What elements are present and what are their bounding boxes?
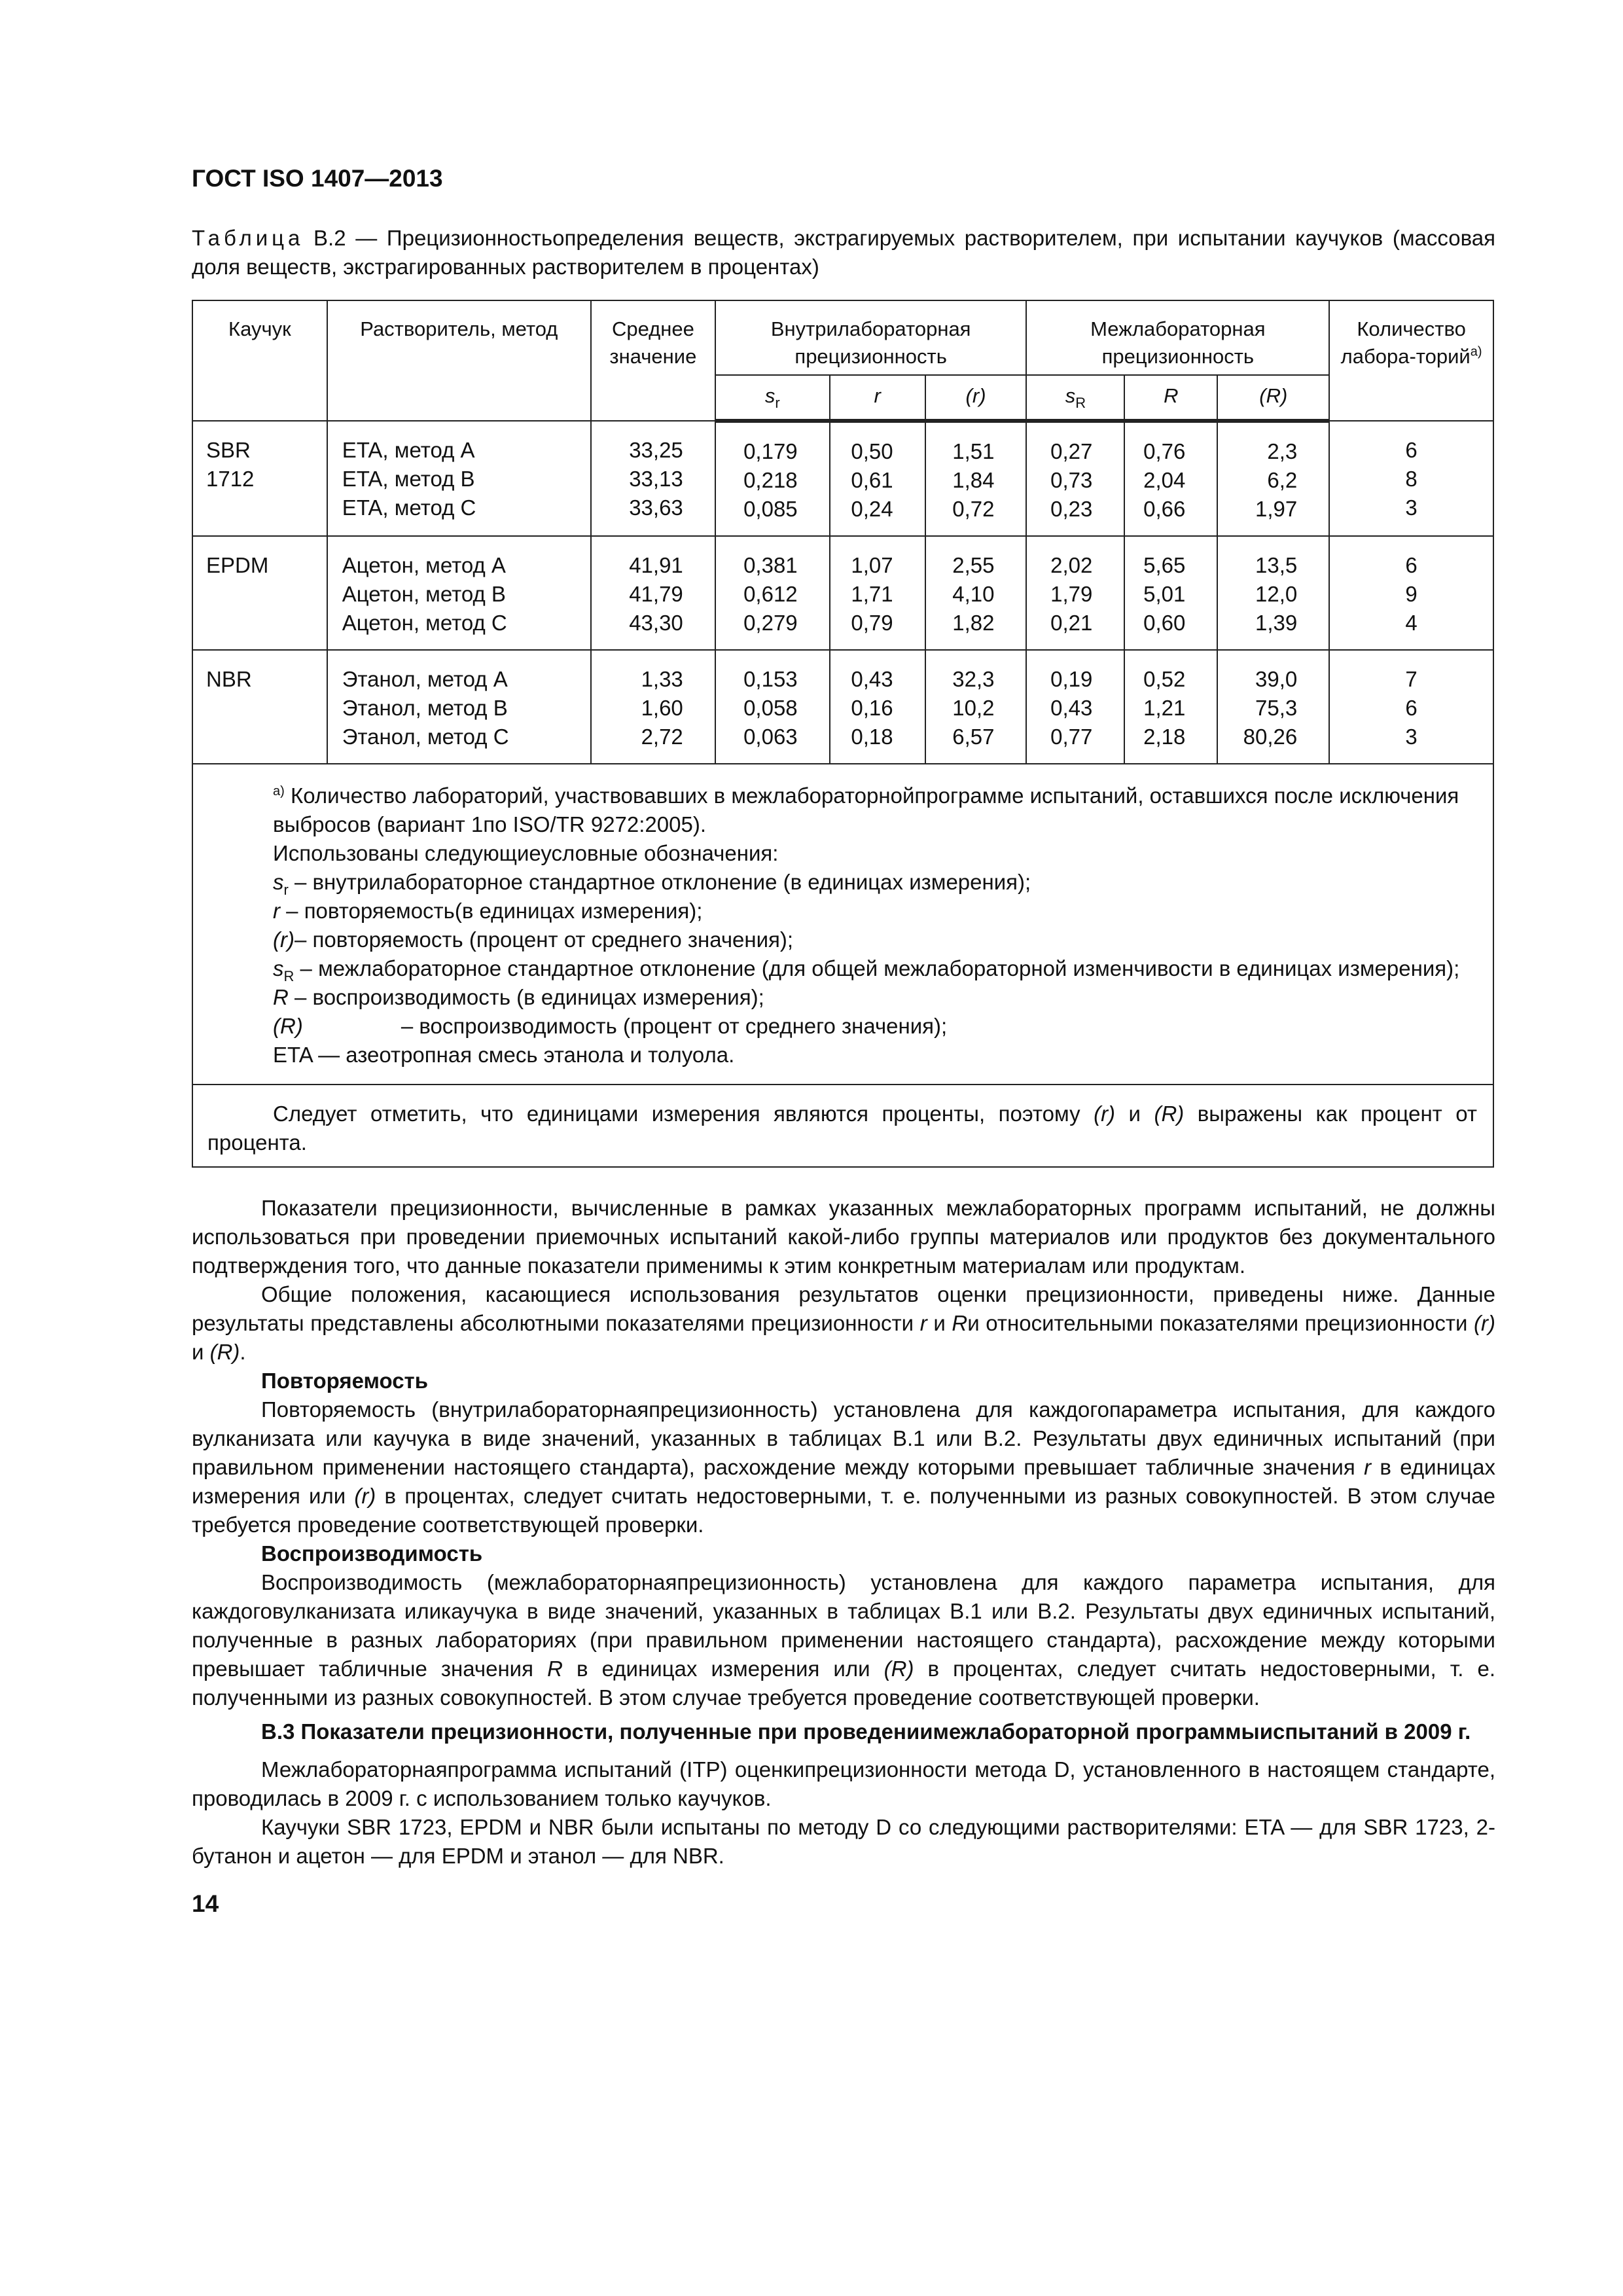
cell-labs-line: 3	[1405, 495, 1418, 520]
cell-mean-line: 41,79	[629, 582, 683, 606]
header-R-pct: (R)	[1217, 375, 1329, 421]
note-eta: ETA — азеотропная смесь этанола и толуола.	[273, 1043, 735, 1067]
cell-mean-line: 33,25	[629, 438, 683, 462]
header-solvent-method: Растворитель, метод	[327, 300, 591, 421]
cell-r-pct-line: 1,51	[952, 439, 995, 463]
cell-r	[830, 421, 925, 536]
header-mean: Среднее значение	[591, 300, 715, 421]
cell-sr-line: 0,058	[743, 696, 798, 720]
table-row	[192, 650, 1493, 764]
footnote: $^{а)}$ Количество лабораторий, участвовавших в межлабораторнойпрограмме испытаний, оставшихся после исключения выбросов (вариант 1по ISO/TR 9272:2005).	[273, 783, 1459, 836]
cell-methods-line: Ацетон, метод A	[342, 553, 506, 577]
cell-mean-line: 43,30	[629, 611, 683, 635]
cell-r	[830, 536, 925, 650]
cell-r-line: 0,79	[851, 611, 893, 635]
cell-sR-line: 0,23	[1050, 497, 1093, 521]
cell-r-line: 0,43	[851, 667, 893, 691]
header-r-pct: (r)	[925, 375, 1027, 421]
cell-sr	[715, 536, 830, 650]
cell-r-pct	[925, 421, 1027, 536]
cell-methods-line: Этанол, метод C	[342, 725, 509, 749]
caption-label: Таблица	[192, 226, 304, 250]
cell-labs	[1329, 536, 1493, 650]
cell-r-line: 0,61	[851, 468, 893, 492]
cell-sR-line: 0,43	[1050, 696, 1093, 720]
header-r: r	[830, 375, 925, 421]
paragraph-rubbers: Каучуки SBR 1723, EPDM и NBR были испытаны по методу D со следующими растворителями: ETA — для SBR 1723, 2-бутанон и ацетон — для EPDM и этанол — для NBR.	[192, 1815, 1495, 1868]
header-sR: $s_R$	[1026, 375, 1124, 421]
cell-mean-line: 33,63	[629, 495, 683, 520]
cell-labs-line: 6	[1405, 438, 1418, 462]
cell-methods-line: Ацетон, метод B	[342, 582, 506, 606]
cell-R-pct	[1217, 421, 1329, 536]
document-header: ГОСТ ISO 1407—2013	[192, 165, 443, 192]
note-R: R – воспроизводимость (в единицах измерения);	[273, 985, 764, 1009]
header-rubber: Каучук	[192, 300, 327, 421]
cell-methods-line: ETA, метод C	[342, 495, 476, 520]
cell-rubber-line: NBR	[206, 667, 252, 691]
notes-intro: Использованы следующиеусловные обозначения:	[273, 841, 779, 865]
cell-methods	[327, 650, 591, 764]
cell-sr	[715, 650, 830, 764]
paragraph-itp: Межлабораторнаяпрограмма испытаний (ITP) оценкипрецизионности метода D, установленного в настоящем стандарте, проводилась в 2009 г. с использованием только каучуков.	[192, 1757, 1495, 1810]
page-number: 14	[192, 1890, 219, 1917]
cell-mean-line: 2,72	[641, 725, 683, 749]
cell-labs	[1329, 421, 1493, 536]
cell-R-line: 5,01	[1143, 582, 1186, 606]
cell-R	[1124, 650, 1217, 764]
cell-R-pct-line: 6,2	[1267, 468, 1298, 492]
cell-R-line: 2,18	[1143, 725, 1186, 749]
cell-labs-line: 3	[1405, 725, 1418, 749]
heading-reproducibility: Воспроизводимость	[261, 1541, 483, 1566]
cell-r-pct-line: 6,57	[952, 725, 995, 749]
cell-sR	[1026, 421, 1124, 536]
heading-repeatability: Повторяемость	[261, 1369, 429, 1393]
cell-r-pct-line: 4,10	[952, 582, 995, 606]
note-sr: $s_r$ – внутрилабораторное стандартное отклонение (в единицах измерения);	[273, 870, 1031, 898]
cell-methods	[327, 421, 591, 536]
cell-sR-line: 0,73	[1050, 468, 1093, 492]
cell-r	[830, 650, 925, 764]
cell-sR-line: 0,21	[1050, 611, 1093, 635]
cell-methods-line: ETA, метод B	[342, 467, 475, 491]
cell-rubber	[192, 421, 327, 536]
cell-R	[1124, 536, 1217, 650]
cell-r-pct	[925, 650, 1027, 764]
cell-rubber-line: 1712	[206, 467, 255, 491]
note-r: r – повторяемость(в единицах измерения);	[273, 899, 703, 923]
cell-R-pct-line: 2,3	[1267, 439, 1298, 463]
cell-sr	[715, 421, 830, 536]
cell-R-line: 1,21	[1143, 696, 1186, 720]
cell-R-line: 0,66	[1143, 497, 1186, 521]
cell-rubber	[192, 650, 327, 764]
table-notes	[192, 764, 1493, 1085]
cell-mean-line: 41,91	[629, 553, 683, 577]
cell-r-pct-line: 1,82	[952, 611, 995, 635]
cell-R-pct-line: 13,5	[1255, 553, 1298, 577]
cell-labs	[1329, 650, 1493, 764]
table-caption	[192, 224, 1495, 281]
cell-R-line: 5,65	[1143, 553, 1186, 577]
cell-r-line: 0,24	[851, 497, 893, 521]
cell-methods-line: Этанол, метод A	[342, 667, 508, 691]
cell-r-pct	[925, 536, 1027, 650]
cell-sr-line: 0,612	[743, 582, 798, 606]
cell-sR-line: 2,02	[1050, 553, 1093, 577]
cell-r-pct-line: 32,3	[952, 667, 995, 691]
cell-labs-line: 4	[1405, 611, 1418, 635]
cell-r-line: 0,18	[851, 725, 893, 749]
paragraph-general: Общие положения, касающиеся использования результатов оценки прецизионности, приведены ниже. Данные результаты представлены абсолютными показателями прецизионности r и Rи относительными показателями прецизионности (r) и (R).	[192, 1282, 1495, 1364]
cell-methods-line: Этанол, метод B	[342, 696, 508, 720]
table-row	[192, 421, 1493, 536]
cell-R	[1124, 421, 1217, 536]
heading-section-b3: В.3 Показатели прецизионности, полученные при проведениимежлабораторной программыиспытаний в 2009 г.	[261, 1719, 1471, 1744]
cell-sr-line: 0,218	[743, 468, 798, 492]
cell-sR	[1026, 536, 1124, 650]
cell-mean	[591, 650, 715, 764]
cell-sR	[1026, 650, 1124, 764]
cell-methods	[327, 536, 591, 650]
cell-labs-line: 8	[1405, 467, 1418, 491]
cell-r-pct-line: 1,84	[952, 468, 995, 492]
cell-r-line: 1,71	[851, 582, 893, 606]
cell-r-line: 0,16	[851, 696, 893, 720]
header-labs: Количество лабора-торий$^{а)}$	[1329, 300, 1493, 421]
cell-R-line: 2,04	[1143, 468, 1186, 492]
header-within-lab: Внутрилабораторная прецизионность	[715, 300, 1027, 375]
cell-r-pct-line: 0,72	[952, 497, 995, 521]
cell-sr-line: 0,279	[743, 611, 798, 635]
cell-methods-line: Ацетон, метод C	[342, 611, 507, 635]
cell-labs-line: 6	[1405, 696, 1418, 720]
cell-rubber-line: EPDM	[206, 553, 269, 577]
header-between-lab: Межлабораторная прецизионность	[1026, 300, 1329, 375]
cell-R-pct-line: 12,0	[1255, 582, 1298, 606]
cell-sr-line: 0,085	[743, 497, 798, 521]
cell-mean-line: 1,60	[641, 696, 683, 720]
note-sR: $s_R$ – межлабораторное стандартное отклонение (для общей межлабораторной изменчивости в единицах измерения);	[273, 956, 1460, 984]
cell-R-line: 0,76	[1143, 439, 1186, 463]
cell-labs-line: 9	[1405, 582, 1418, 606]
cell-r-pct-line: 2,55	[952, 553, 995, 577]
header-sr: $s_r$	[715, 375, 830, 421]
cell-R-pct	[1217, 650, 1329, 764]
header-R: R	[1124, 375, 1217, 421]
cell-R-pct	[1217, 536, 1329, 650]
cell-sr-line: 0,063	[743, 725, 798, 749]
cell-r-pct-line: 10,2	[952, 696, 995, 720]
cell-sr-line: 0,153	[743, 667, 798, 691]
note-R-pct: (R) – воспроизводимость (процент от среднего значения);	[273, 1014, 948, 1038]
cell-R-pct-line: 80,26	[1243, 725, 1298, 749]
cell-sR-line: 1,79	[1050, 582, 1093, 606]
body-text	[192, 1194, 1495, 1871]
table-row	[192, 536, 1493, 650]
cell-sR-line: 0,77	[1050, 725, 1093, 749]
cell-R-pct-line: 1,39	[1255, 611, 1298, 635]
cell-labs-line: 7	[1405, 667, 1418, 691]
cell-R-pct-line: 1,97	[1255, 497, 1298, 521]
cell-sr-line: 0,381	[743, 553, 798, 577]
cell-R-line: 0,60	[1143, 611, 1186, 635]
cell-mean-line: 33,13	[629, 467, 683, 491]
paragraph-reproducibility: Воспроизводимость (межлабораторнаяпрецизионность) установлена для каждого параметра испытания, для каждоговулканизата иликаучука в виде значений, указанных в таблицах В.1 или В.2. Результаты двух единичных испытаний, полученные в разных лабораториях (при правильном применении настоящего стандарта), расхождение между которыми превышает табличные значения R в единицах измерения или (R) в процентах, следует считать недостоверными, т. е. полученными из разных совокупностей. В этом случае требуется проведение соответствующей проверки.	[192, 1570, 1496, 1710]
cell-R-pct-line: 75,3	[1255, 696, 1298, 720]
precision-table	[192, 300, 1494, 1168]
cell-sR-line: 0,27	[1050, 439, 1093, 463]
cell-mean-line: 1,33	[641, 667, 683, 691]
cell-methods-line: ETA, метод A	[342, 438, 475, 462]
paragraph-applicability: Показатели прецизионности, вычисленные в рамках указанных межлабораторных программ испытаний, не должны использоваться при проведении приемочных испытаний какой-либо группы материалов или продуктов без документального подтверждения того, что данные показатели применимы к этим конкретным материалам или продуктам.	[192, 1196, 1495, 1278]
paragraph-repeatability: Повторяемость (внутрилабораторнаяпрецизионность) установлена для каждогопараметра испытания, для каждого вулканизата или каучука в виде значений, указанных в таблицах В.1 или В.2. Результаты двух единичных испытаний (при правильном применении настоящего стандарта), расхождение между которыми превышает табличные значения r в единицах измерения или (r) в процентах, следует считать недостоверными, т. е. полученными из разных совокупностей. В этом случае требуется проведение соответствующей проверки.	[192, 1397, 1495, 1537]
caption-text: — Прецизионностьопределения веществ, экстрагируемых растворителем, при испытании каучуков (массовая доля веществ, экстрагированных растворителем в процентах)	[192, 226, 1495, 279]
cell-R-pct-line: 39,0	[1255, 667, 1298, 691]
caption-number: В.2	[313, 226, 346, 250]
cell-rubber-line: SBR	[206, 438, 251, 462]
cell-labs-line: 6	[1405, 553, 1418, 577]
note-r-pct: (r)– повторяемость (процент от среднего значения);	[273, 927, 794, 952]
cell-R-line: 0,52	[1143, 667, 1186, 691]
cell-r-line: 1,07	[851, 553, 893, 577]
cell-r-line: 0,50	[851, 439, 893, 463]
cell-sr-line: 0,179	[743, 439, 798, 463]
cell-mean	[591, 421, 715, 536]
cell-sR-line: 0,19	[1050, 667, 1093, 691]
table-remark: Следует отметить, что единицами измерения являются проценты, поэтому (r) и (R) выражены как процент от процента.	[192, 1085, 1493, 1167]
cell-rubber	[192, 536, 327, 650]
cell-mean	[591, 536, 715, 650]
